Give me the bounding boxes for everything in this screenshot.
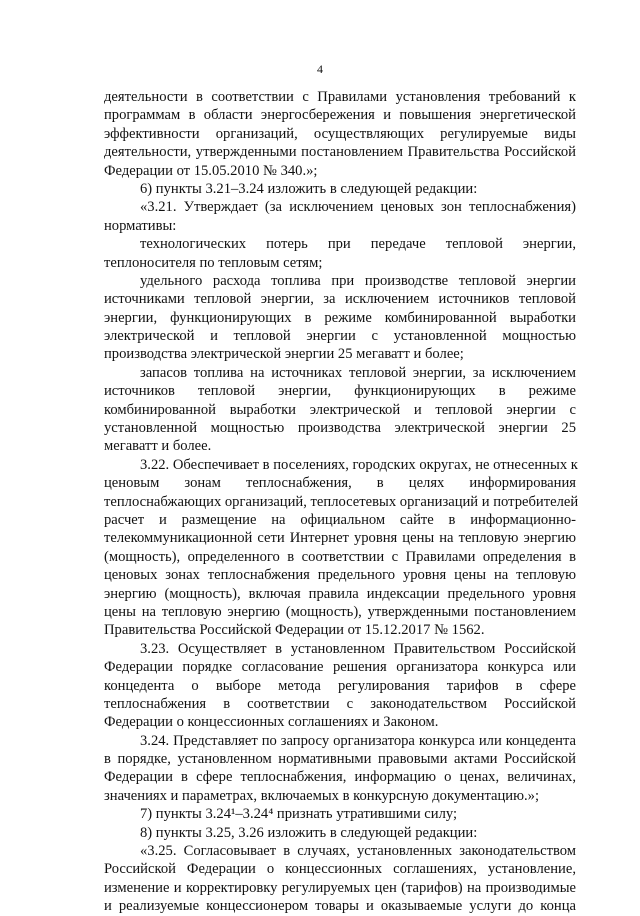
- text-line: энергии, функционирующих в режиме комбинированной выработки: [104, 309, 576, 326]
- text-line: Федерации порядке согласование решения организатора конкурса или: [104, 659, 576, 676]
- text-line: телекоммуникационной сети Интернет уровня цены на тепловую энергию: [104, 530, 576, 547]
- text-line: ценовых зонах теплоснабжения предельного уровня цены на тепловую: [104, 567, 576, 584]
- text-line: 6) пункты 3.21–3.24 изложить в следующей редакции:: [140, 180, 478, 197]
- text-line: Федерации от 15.05.2010 № 340.»;: [104, 162, 318, 179]
- text-line: источниками тепловой энергии, за исключением источников тепловой: [104, 291, 576, 308]
- text-line: «3.21. Утверждает (за исключением ценовых зон теплоснабжения): [140, 199, 576, 216]
- text-line: энергию (мощность), включая правила индексации предельного уровня: [104, 585, 576, 602]
- text-line: ценовым зонам теплоснабжения, в целях информирования: [104, 475, 576, 492]
- text-line: 7) пункты 3.24¹–3.24⁴ признать утратившими силу;: [140, 806, 458, 823]
- text-line: технологических потерь при передаче тепловой энергии,: [140, 236, 576, 253]
- text-line: Федерации в сфере теплоснабжения, информацию о ценах, величинах,: [104, 769, 576, 786]
- text-line: Федерации о концессионных соглашениях и Законом.: [104, 714, 439, 731]
- text-line: изменение и корректировку регулируемых цен (тарифов) на производимые: [104, 879, 576, 896]
- text-line: «3.25. Согласовывает в случаях, установленных законодательством: [140, 843, 576, 860]
- text-line: электрической и тепловой энергии с установленной мощностью: [104, 328, 576, 345]
- page-number: 4: [317, 62, 323, 76]
- text-line: (мощность), определенного в соответствии с Правилами определения в: [104, 548, 576, 565]
- document-body: [104, 88, 579, 916]
- text-line: нормативы:: [104, 217, 177, 234]
- text-line: 3.22. Обеспечивает в поселениях, городских округах, не отнесенных к: [140, 456, 578, 473]
- text-line: теплоснабжающих организаций, теплосетевых организаций и потребителей: [104, 493, 579, 510]
- text-line: производства электрической энергии 25 мегаватт и более;: [104, 346, 464, 363]
- text-line: цены на тепловую энергию (мощность), утвержденными постановлением: [104, 603, 576, 620]
- text-line: теплоносителя по тепловым сетям;: [104, 254, 323, 271]
- text-line: теплоснабжения в соответствии с законодательством Российской: [104, 695, 576, 712]
- text-line: удельного расхода топлива при производстве тепловой энергии: [140, 272, 576, 289]
- text-line: комбинированной выработки электрической и тепловой энергии с: [104, 401, 576, 418]
- text-line: источников тепловой энергии, функционирующих в режиме: [104, 383, 576, 400]
- text-line: расчет и размещение на официальном сайте в информационно-: [104, 511, 576, 528]
- text-line: запасов топлива на источниках тепловой энергии, за исключением: [140, 364, 576, 381]
- text-line: Российской Федерации о концессионных соглашениях, установление,: [104, 861, 576, 878]
- text-line: установленной мощностью производства электрической энергии 25: [104, 420, 576, 437]
- text-line: деятельности в соответствии с Правилами установления требований к: [104, 89, 576, 105]
- text-line: эффективности организаций, осуществляющих регулируемые виды: [104, 125, 576, 142]
- text-line: 3.24. Представляет по запросу организатора конкурса или концедента: [140, 732, 576, 749]
- text-line: Правительства Российской Федерации от 15.12.2017 № 1562.: [104, 622, 485, 639]
- text-line: в порядке, установленном нормативными правовыми актами Российской: [104, 751, 576, 768]
- text-line: значениях и параметрах, включаемых в конкурсную документацию.»;: [104, 787, 540, 804]
- text-line: программам в области энергосбережения и повышения энергетической: [104, 107, 576, 124]
- text-line: и реализуемые концессионером товары и оказываемые услуги до конца: [104, 898, 576, 915]
- text-line: концедента о выборе метода регулирования тарифов в сфере: [104, 677, 576, 694]
- text-line: 8) пункты 3.25, 3.26 изложить в следующей редакции:: [140, 824, 478, 841]
- text-line: деятельности, утвержденными постановлением Правительства Российской: [104, 144, 576, 161]
- text-line: мегаватт и более.: [104, 438, 212, 455]
- text-line: 3.23. Осуществляет в установленном Правительством Российской: [140, 640, 576, 657]
